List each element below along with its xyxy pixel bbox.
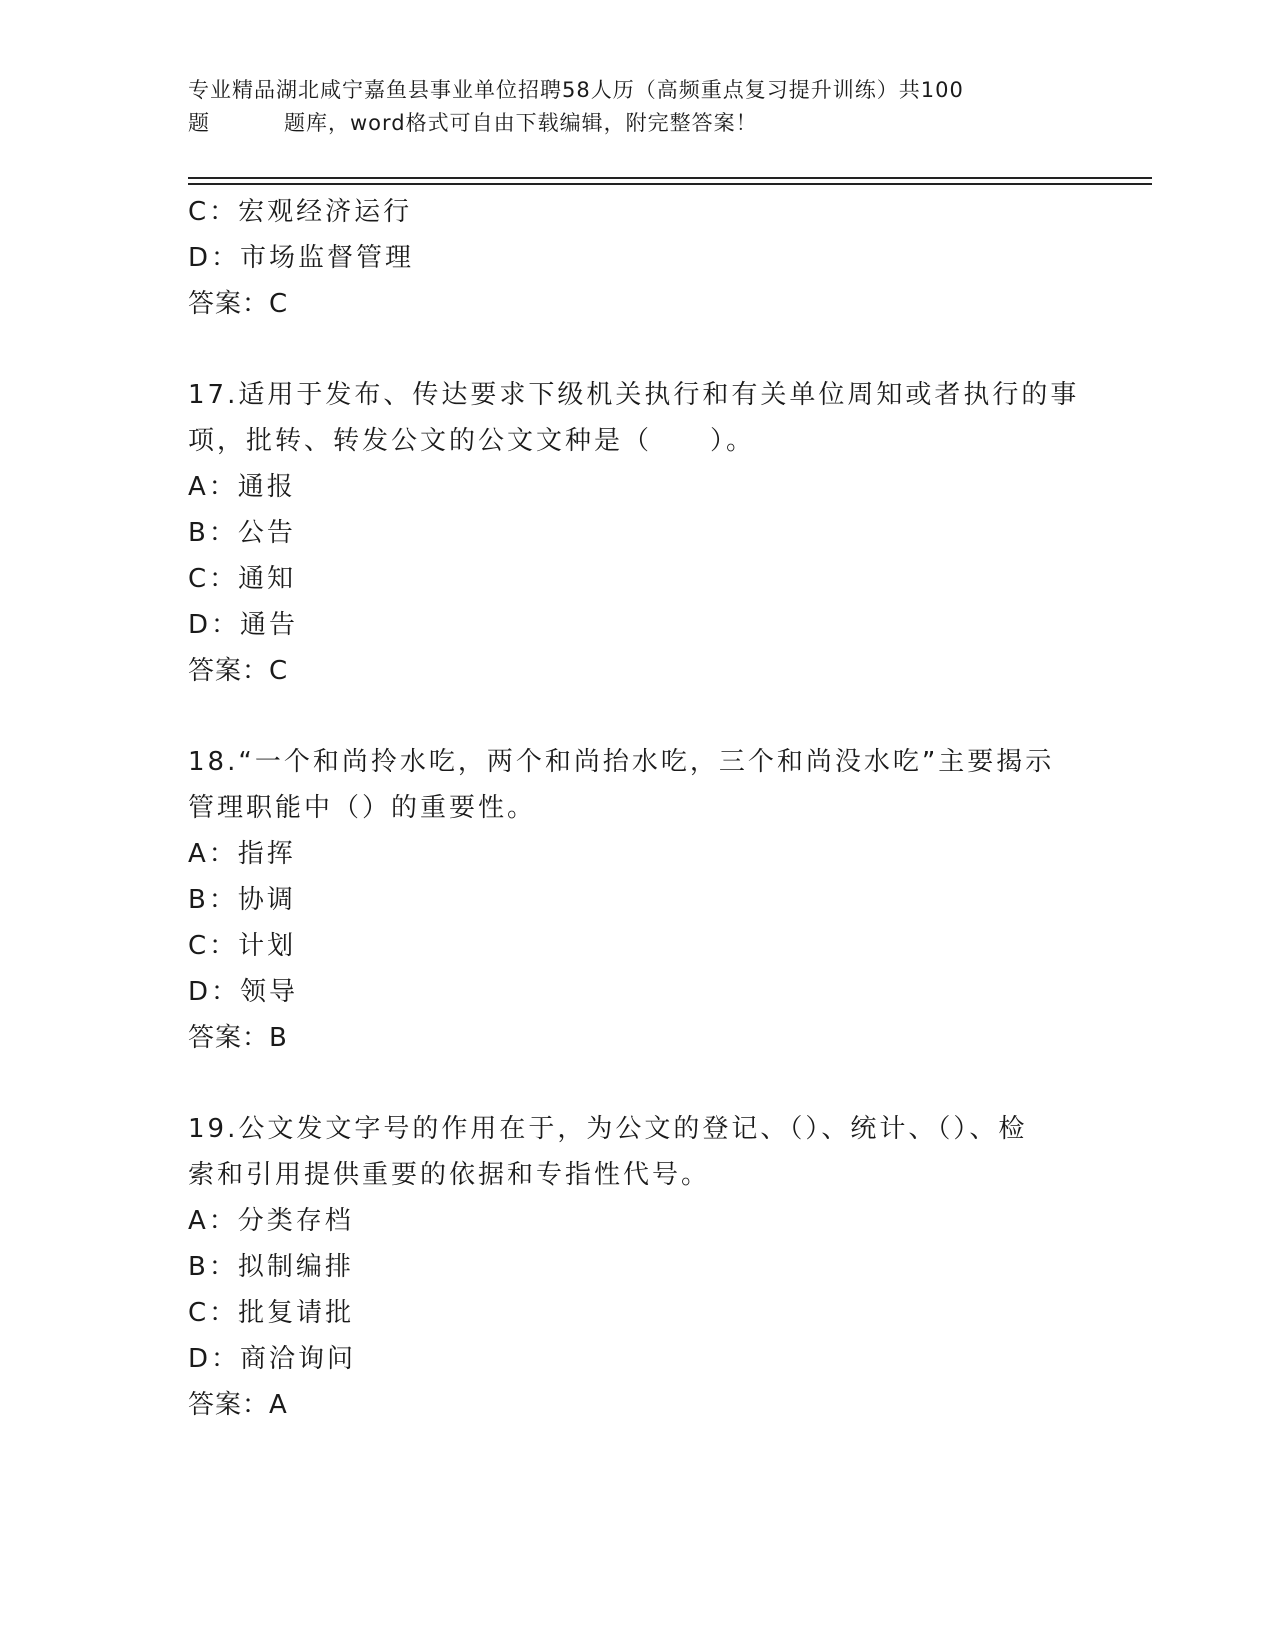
question-text-line1: 19.公文发文字号的作用在于，为公文的登记、（）、统计、（）、检 bbox=[188, 1114, 1028, 1144]
question-17 bbox=[188, 372, 1088, 694]
answer: 答案：C bbox=[188, 289, 289, 319]
header-divider-top bbox=[188, 177, 1152, 179]
spacer bbox=[188, 1061, 1088, 1106]
option-c: C：宏观经济运行 bbox=[188, 197, 413, 227]
option-c: C：批复请批 bbox=[188, 1298, 355, 1328]
answer: 答案：C bbox=[188, 656, 289, 686]
option-c: C：计划 bbox=[188, 931, 297, 961]
option-c: C：通知 bbox=[188, 564, 297, 594]
option-b: B：拟制编排 bbox=[188, 1252, 354, 1282]
question-text-line1: 18.“一个和尚拎水吃，两个和尚抬水吃，三个和尚没水吃”主要揭示 bbox=[188, 747, 1055, 777]
answer: 答案：B bbox=[188, 1023, 288, 1053]
question-19 bbox=[188, 1106, 1088, 1428]
question-18 bbox=[188, 739, 1088, 1061]
option-d: D：市场监督管理 bbox=[188, 243, 415, 273]
question-text-line2: 管理职能中（）的重要性。 bbox=[188, 793, 537, 823]
option-b: B：公告 bbox=[188, 518, 296, 548]
question-16-tail bbox=[188, 189, 1088, 327]
option-a: A：通报 bbox=[188, 472, 296, 502]
header-title-line1: 专业精品湖北咸宁嘉鱼县事业单位招聘58人历（高频重点复习提升训练）共100 bbox=[188, 78, 964, 102]
document-body bbox=[188, 189, 1088, 1428]
header-title-line2-rest: 题库，word格式可自由下载编辑，附完整答案！ bbox=[284, 111, 758, 135]
answer: 答案：A bbox=[188, 1390, 288, 1420]
spacer bbox=[188, 327, 1088, 372]
option-d: D：通告 bbox=[188, 610, 299, 640]
question-text-line2: 索和引用提供重要的依据和专指性代号。 bbox=[188, 1160, 711, 1190]
question-text-line1: 17.适用于发布、传达要求下级机关执行和有关单位周知或者执行的事 bbox=[188, 380, 1080, 410]
question-text-line2: 项，批转、转发公文的公文文种是（ ）。 bbox=[188, 426, 756, 456]
option-a: A：指挥 bbox=[188, 839, 296, 869]
document-header bbox=[188, 74, 1068, 140]
header-divider-bottom bbox=[188, 183, 1152, 185]
option-a: A：分类存档 bbox=[188, 1206, 354, 1236]
spacer bbox=[188, 694, 1088, 739]
option-d: D：领导 bbox=[188, 977, 299, 1007]
option-b: B：协调 bbox=[188, 885, 296, 915]
header-title-line2 bbox=[188, 107, 1068, 140]
option-d: D：商洽询问 bbox=[188, 1344, 357, 1374]
header-title-line2-lead: 题 bbox=[188, 111, 210, 135]
